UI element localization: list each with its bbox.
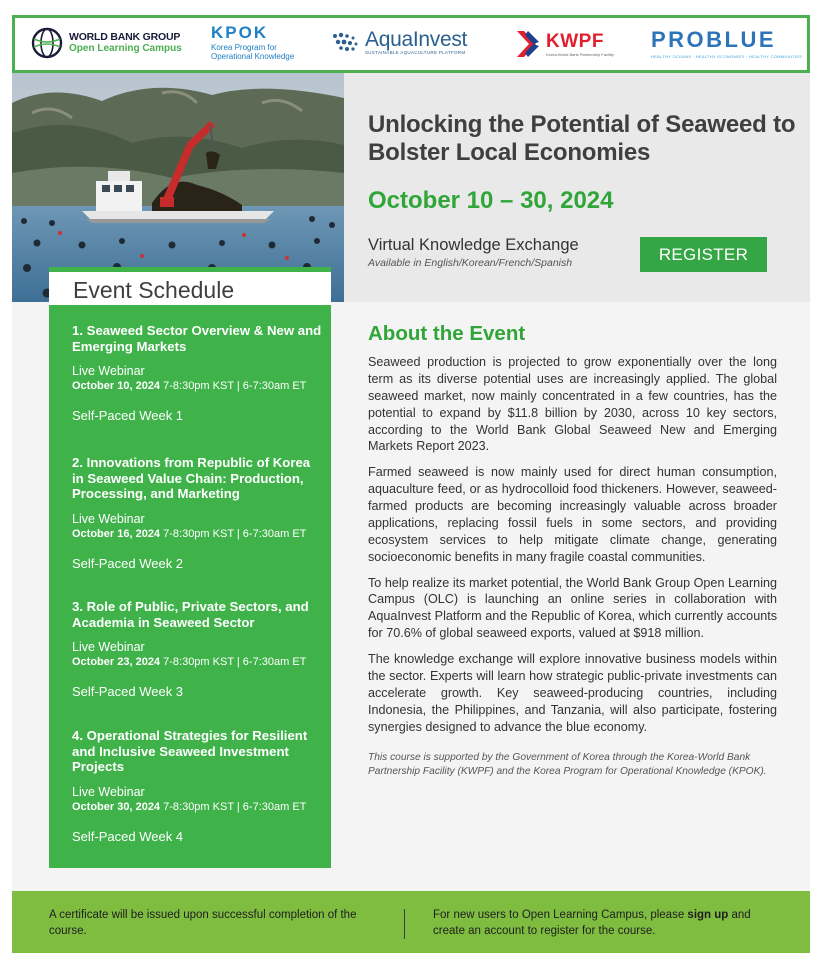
about-paragraph: The knowledge exchange will explore innovative business models within the sector. Experts will learn how strategic public-private investments can accelerate growth. Key seaweed-producing countries, including Indonesia, the Philippines, and Tanzania, will also participate, fostering synergies designed to advance the blue economy. (368, 652, 777, 734)
footer-divider (404, 909, 405, 939)
signup-note (433, 908, 778, 940)
session-date: October 30, 2024 (72, 800, 161, 813)
self-paced-week: Self-Paced Week 4 (72, 829, 184, 845)
session-mode: Live Webinar (72, 640, 145, 655)
session-date: October 10, 2024 (72, 380, 161, 393)
schedule-item (72, 323, 324, 423)
problue-logo (651, 29, 802, 59)
event-title: Unlocking the Potential of Seaweed to Bolster Local Economies (368, 111, 796, 167)
aquainvest-dots-icon (331, 31, 361, 53)
about-paragraph: To help realize its market potential, the World Bank Group Open Learning Campus (OLC) is launching an online series in collaboration with AquaInvest Platform and the Republic of Korea, which currently accounts for 70.6% of global seaweed exports, valued at $918 million. (368, 575, 777, 641)
session-title: 4. Operational Strategies for Resilient and Inclusive Seaweed Investment Projects (72, 728, 308, 775)
event-format: Virtual Knowledge Exchange (368, 236, 579, 254)
session-time: 7-8:30pm KST | 6-7:30am ET (160, 800, 307, 813)
schedule-item (72, 599, 324, 699)
session-title: 2. Innovations from Republic of Korea in Seaweed Value Chain: Production, Processing, and Marketing (72, 455, 311, 502)
about-paragraph: Farmed seaweed is now mainly used for direct human consumption, aquaculture feed, or as hydrocolloid food thickeners. However, seaweed-farmed products are becoming increasingly valuable across broader applications, replacing fossil fuels in some sectors, and providing ecosystem services to help mitigate climate change, generating socioeconomic benefits in many fragile coastal communities. (368, 465, 777, 564)
session-mode: Live Webinar (72, 364, 145, 379)
session-date: October 16, 2024 (72, 527, 161, 540)
aquainvest-tagline: SUSTAINABLE AQUACULTURE PLATFORM (365, 50, 466, 55)
wb-name: WORLD BANK GROUP (69, 31, 181, 44)
kpok-line2: Operational Knowledge (211, 52, 295, 62)
footer-banner (12, 891, 810, 953)
session-datetime (72, 800, 324, 814)
session-title: 1. Seaweed Sector Overview & New and Emerging Markets (72, 323, 322, 354)
aquainvest-logo (331, 29, 467, 56)
kwpf-name: KWPF (546, 30, 604, 52)
self-paced-week: Self-Paced Week 3 (72, 684, 184, 700)
schedule-heading: Event Schedule (49, 267, 331, 305)
partner-logo-bar (12, 15, 810, 73)
event-languages: Available in English/Korean/French/Spanish (368, 257, 573, 269)
self-paced-week: Self-Paced Week 1 (72, 408, 184, 424)
schedule-item (72, 728, 324, 844)
certificate-note: A certificate will be issued upon successful completion of the course. (49, 909, 357, 937)
session-datetime (72, 655, 324, 669)
kwpf-mark-icon (515, 29, 541, 59)
schedule-item (72, 455, 324, 571)
register-button[interactable]: REGISTER (640, 237, 767, 272)
session-datetime (72, 527, 324, 541)
kpok-name: KPOK (211, 23, 269, 42)
session-title: 3. Role of Public, Private Sectors, and Academia in Seaweed Sector (72, 599, 309, 630)
kwpf-tagline: Korea-World Bank Partnership Facility (546, 51, 614, 57)
session-time: 7-8:30pm KST | 6-7:30am ET (160, 380, 307, 393)
event-schedule (49, 305, 331, 868)
session-date: October 23, 2024 (72, 656, 161, 669)
signup-text-after: and create an account to register for the course. (433, 909, 751, 937)
session-datetime (72, 379, 324, 393)
about-heading: About the Event (368, 322, 526, 345)
about-section (368, 354, 777, 789)
kpok-line1: Korea Program for (211, 43, 277, 52)
event-header-panel (344, 73, 810, 302)
olc-name: Open Learning Campus (69, 43, 182, 55)
sign-up-link[interactable]: sign up (687, 909, 729, 921)
support-note: This course is supported by the Government of Korea through the Korea-World Bank Partnership Facility (KWPF) and the Korea Program for Operational Knowledge (KPOK). (368, 752, 767, 778)
globe-icon (31, 27, 63, 59)
problue-tagline: HEALTHY OCEANS · HEALTHY ECONOMIES · HEALTHY COMMUNITIES (651, 54, 803, 59)
session-time: 7-8:30pm KST | 6-7:30am ET (160, 527, 307, 540)
self-paced-week: Self-Paced Week 2 (72, 556, 184, 572)
event-dates: October 10 – 30, 2024 (368, 187, 614, 214)
kpok-logo (211, 24, 294, 61)
about-paragraph: Seaweed production is projected to grow exponentially over the long term as its diverse potential uses are increasingly applied. The global seaweed market, now mainly concentrated in a few countries, has the potential to expand by $11.8 billion by 2030, across 10 key sectors, according to the World Bank Global Seaweed New and Emerging Markets Report 2023. (368, 355, 777, 454)
session-mode: Live Webinar (72, 784, 145, 799)
problue-name: PROBLUE (651, 27, 777, 52)
aquainvest-name: AquaInvest (365, 28, 468, 51)
session-mode: Live Webinar (72, 511, 145, 526)
world-bank-logo (31, 27, 182, 59)
session-time: 7-8:30pm KST | 6-7:30am ET (160, 656, 307, 669)
kwpf-logo (515, 29, 614, 59)
signup-text-before: For new users to Open Learning Campus, please (433, 909, 688, 921)
